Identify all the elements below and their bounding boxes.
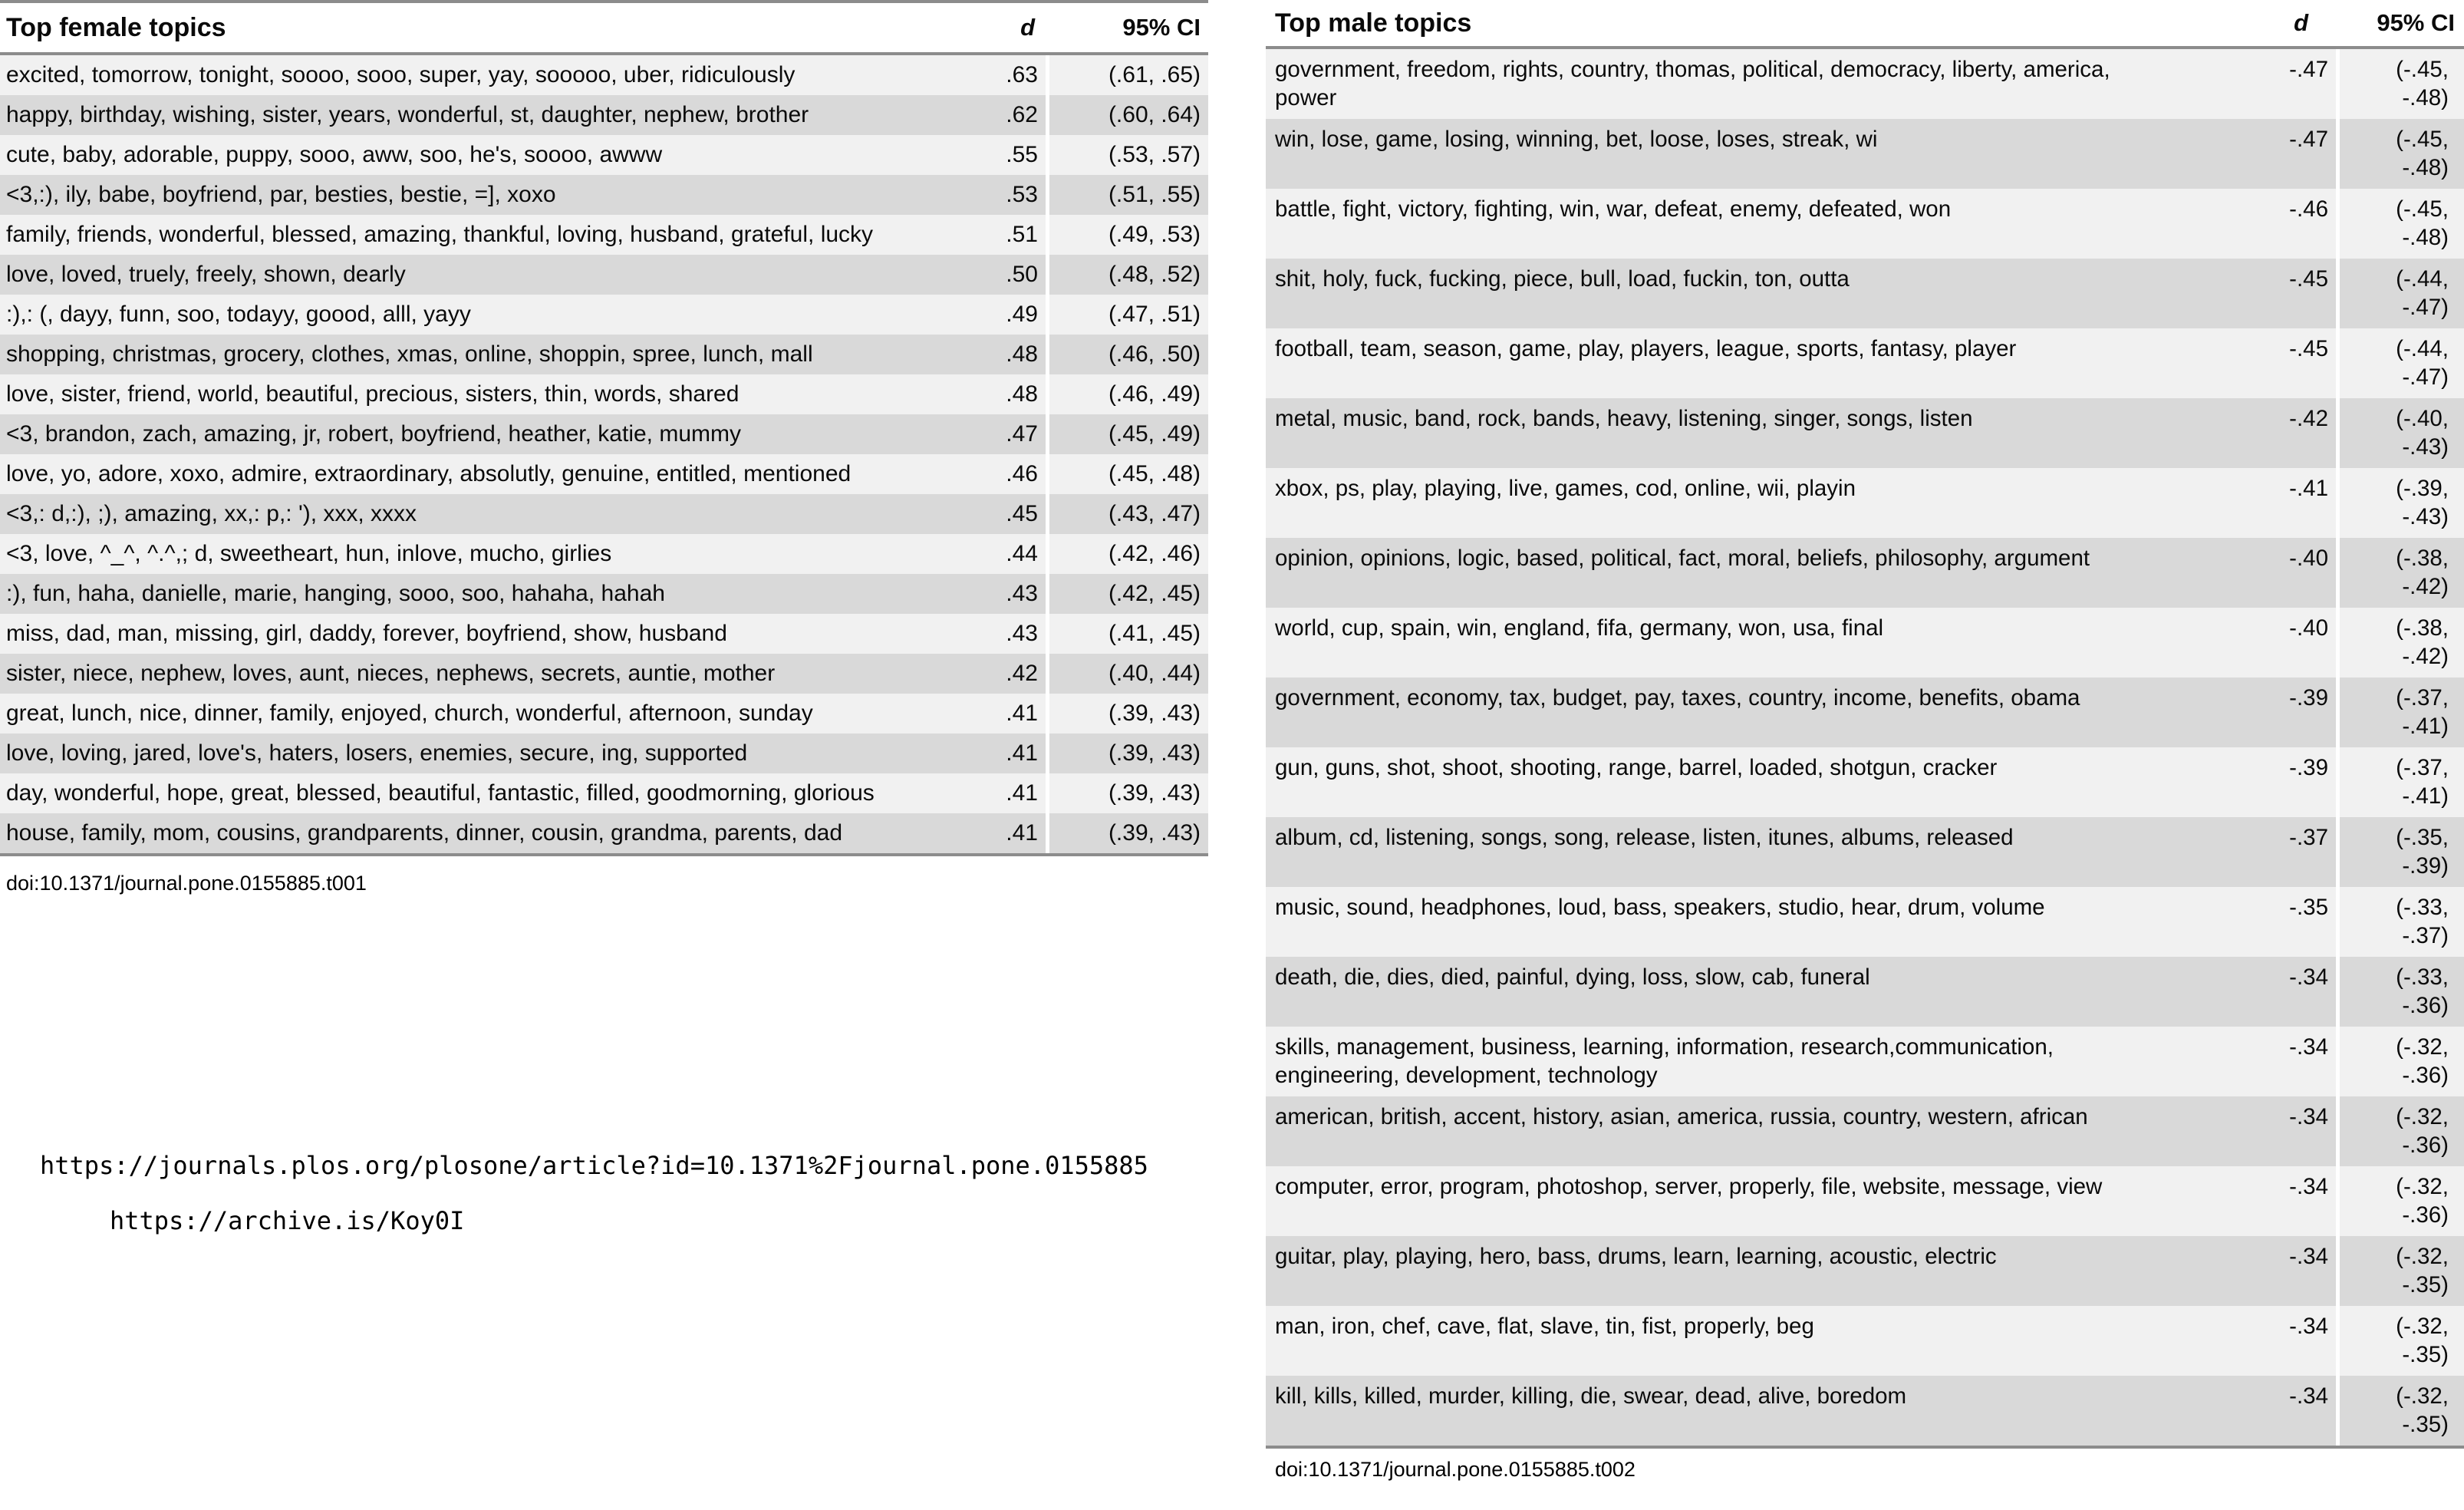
ci-line-2: -.35) <box>2402 1412 2449 1437</box>
ci-line-1: (-.32, <box>2396 1104 2449 1129</box>
ci-cell: (.53, .57) <box>1108 142 1201 167</box>
topics-cell: miss, dad, man, missing, girl, daddy, forever, boyfriend, show, husband <box>6 621 727 646</box>
topics-cell: excited, tomorrow, tonight, soooo, sooo, super, yay, sooooo, uber, ridiculously <box>6 62 796 87</box>
ci-line-2: -.36) <box>2402 1202 2449 1228</box>
male-d-column-header: d <box>2294 9 2308 36</box>
table-row <box>1266 259 2464 328</box>
archive-url: https://archive.is/Koy0I <box>110 1206 465 1235</box>
d-value-cell: .45 <box>1006 501 1038 526</box>
ci-line-1: (-.40, <box>2396 406 2449 431</box>
d-value-cell: -.34 <box>2289 964 2328 990</box>
table-row <box>0 295 1208 335</box>
table-row <box>0 175 1208 215</box>
table-row <box>1266 468 2464 538</box>
ci-cell: (.39, .43) <box>1108 820 1201 846</box>
d-value-cell: .41 <box>1006 701 1038 726</box>
ci-line-2: -.47) <box>2402 364 2449 390</box>
ci-cell <box>2340 189 2464 252</box>
table-row <box>1266 189 2464 259</box>
ci-line-1: (-.45, <box>2396 196 2449 222</box>
d-value-cell: .47 <box>1006 421 1038 447</box>
ci-line-1: (-.44, <box>2396 336 2449 361</box>
female-table-title: Top female topics <box>6 12 226 42</box>
ci-cell: (.39, .43) <box>1108 780 1201 806</box>
ci-cell: (.45, .49) <box>1108 421 1201 447</box>
ci-cell <box>2340 538 2464 601</box>
table-row <box>0 335 1208 374</box>
ci-cell <box>2340 119 2464 182</box>
d-value-cell: -.34 <box>2289 1244 2328 1269</box>
d-value-cell: -.34 <box>2289 1314 2328 1339</box>
d-value-cell: .49 <box>1006 302 1038 327</box>
ci-cell <box>2340 1236 2464 1299</box>
topics-cell: american, british, accent, history, asian, america, russia, country, western, african <box>1275 1104 2088 1129</box>
topics-cell: great, lunch, nice, dinner, family, enjoyed, church, wonderful, afternoon, sunday <box>6 701 813 726</box>
d-value-cell: .41 <box>1006 820 1038 846</box>
table-row <box>1266 328 2464 398</box>
ci-line-1: (-.45, <box>2396 127 2449 152</box>
topics-cell: sister, niece, nephew, loves, aunt, nieces, nephews, secrets, auntie, mother <box>6 661 776 686</box>
table-row <box>1266 1027 2464 1096</box>
table-row <box>0 614 1208 654</box>
ci-cell: (.39, .43) <box>1108 740 1201 766</box>
topics-cell: guitar, play, playing, hero, bass, drums, learn, learning, acoustic, electric <box>1275 1244 1997 1269</box>
table-row <box>1266 1236 2464 1306</box>
topics-cell: album, cd, listening, songs, song, release, listen, itunes, albums, released <box>1275 825 2014 850</box>
topics-cell: <3,:), ily, babe, boyfriend, par, besties, bestie, =], xoxo <box>6 182 556 207</box>
ci-cell: (.49, .53) <box>1108 222 1201 247</box>
d-value-cell: .42 <box>1006 661 1038 686</box>
table-row <box>1266 887 2464 957</box>
topics-cell: man, iron, chef, cave, flat, slave, tin, fist, properly, beg <box>1275 1314 1814 1339</box>
ci-line-2: -.35) <box>2402 1342 2449 1367</box>
female-table-doi-caption: doi:10.1371/journal.pone.0155885.t001 <box>6 872 367 895</box>
table-row <box>1266 538 2464 608</box>
ci-line-2: -.39) <box>2402 853 2449 879</box>
source-article-url: https://journals.plos.org/plosone/article?id=10.1371%2Fjournal.pone.0155885 <box>40 1151 1148 1180</box>
table-row <box>1266 608 2464 678</box>
topics-cell: football, team, season, game, play, players, league, sports, fantasy, player <box>1275 336 2017 361</box>
topics-cell: <3, love, ^_^, ^.^,; d, sweetheart, hun, inlove, mucho, girlies <box>6 541 612 566</box>
ci-cell <box>2340 1166 2464 1229</box>
d-value-cell: .43 <box>1006 581 1038 606</box>
table-row <box>1266 747 2464 817</box>
ci-line-1: (-.33, <box>2396 895 2449 920</box>
ci-line-2: -.43) <box>2402 504 2449 529</box>
table-row <box>0 694 1208 734</box>
d-value-cell: .48 <box>1006 381 1038 407</box>
table-row <box>0 55 1208 95</box>
d-value-cell: -.34 <box>2289 1383 2328 1409</box>
topics-cell: opinion, opinions, logic, based, political, fact, moral, beliefs, philosophy, argument <box>1275 546 2090 571</box>
female-table-body <box>0 55 1208 853</box>
ci-line-2: -.42) <box>2402 644 2449 669</box>
ci-cell: (.46, .49) <box>1108 381 1201 407</box>
table-row <box>1266 1376 2464 1446</box>
ci-cell <box>2340 398 2464 461</box>
ci-line-1: (-.32, <box>2396 1314 2449 1339</box>
ci-line-2: -.35) <box>2402 1272 2449 1297</box>
ci-cell: (.39, .43) <box>1108 701 1201 726</box>
table-row <box>0 813 1208 853</box>
topics-cell: love, loving, jared, love's, haters, losers, enemies, secure, ing, supported <box>6 740 748 766</box>
topics-cell: shopping, christmas, grocery, clothes, xmas, online, shoppin, spree, lunch, mall <box>6 341 813 367</box>
male-ci-column-header: 95% CI <box>2377 9 2455 36</box>
ci-cell: (.41, .45) <box>1108 621 1201 646</box>
d-value-cell: .50 <box>1006 262 1038 287</box>
table-row <box>0 215 1208 255</box>
ci-cell <box>2340 817 2464 880</box>
male-topics-table <box>1266 0 2464 1449</box>
table-row <box>0 574 1208 614</box>
ci-cell <box>2340 957 2464 1020</box>
ci-line-1: (-.37, <box>2396 685 2449 710</box>
d-value-cell: -.47 <box>2289 127 2328 152</box>
table-row <box>0 773 1208 813</box>
ci-cell: (.48, .52) <box>1108 262 1201 287</box>
topics-cell: cute, baby, adorable, puppy, sooo, aww, soo, he's, soooo, awww <box>6 142 663 167</box>
topics-cell: <3,: d,:), ;), amazing, xx,: p,: '), xxx, xxxx <box>6 501 417 526</box>
topics-cell: love, sister, friend, world, beautiful, precious, sisters, thin, words, shared <box>6 381 740 407</box>
ci-line-2: -.36) <box>2402 1063 2449 1088</box>
d-value-cell: -.34 <box>2289 1174 2328 1199</box>
ci-line-2: -.37) <box>2402 923 2449 948</box>
table-row <box>0 734 1208 773</box>
female-table-header <box>0 3 1208 52</box>
table-row <box>0 534 1208 574</box>
topics-cell: love, loved, truely, freely, shown, dearly <box>6 262 406 287</box>
table-row <box>0 494 1208 534</box>
female-topics-table <box>0 0 1208 856</box>
d-value-cell: -.35 <box>2289 895 2328 920</box>
male-table-doi-caption: doi:10.1371/journal.pone.0155885.t002 <box>1275 1458 1636 1481</box>
table-row <box>0 255 1208 295</box>
topics-cell: government, freedom, rights, country, thomas, political, democracy, liberty, america, power <box>1275 57 2110 110</box>
d-value-cell: -.41 <box>2289 476 2328 501</box>
ci-line-1: (-.45, <box>2396 57 2449 82</box>
table-row <box>0 374 1208 414</box>
topics-cell: computer, error, program, photoshop, server, properly, file, website, message, view <box>1275 1174 2103 1199</box>
ci-cell <box>2340 1027 2464 1090</box>
topics-cell: day, wonderful, hope, great, blessed, beautiful, fantastic, filled, goodmorning, glorious <box>6 780 875 806</box>
topics-cell: kill, kills, killed, murder, killing, die, swear, dead, alive, boredom <box>1275 1383 1907 1409</box>
topics-cell: :), fun, haha, danielle, marie, hanging, sooo, soo, hahaha, hahah <box>6 581 665 606</box>
table-row <box>0 454 1208 494</box>
ci-cell: (.47, .51) <box>1108 302 1201 327</box>
topics-cell: win, lose, game, losing, winning, bet, loose, loses, streak, wi <box>1275 127 1878 152</box>
ci-cell <box>2340 887 2464 950</box>
ci-cell: (.46, .50) <box>1108 341 1201 367</box>
d-value-cell: .48 <box>1006 341 1038 367</box>
male-table-title: Top male topics <box>1275 8 1472 38</box>
ci-cell: (.45, .48) <box>1108 461 1201 486</box>
ci-line-1: (-.35, <box>2396 825 2449 850</box>
d-value-cell: -.45 <box>2289 336 2328 361</box>
ci-line-2: -.43) <box>2402 434 2449 460</box>
topics-cell: house, family, mom, cousins, grandparents, dinner, cousin, grandma, parents, dad <box>6 820 843 846</box>
male-table-header <box>1266 0 2464 46</box>
table-row <box>1266 957 2464 1027</box>
ci-cell <box>2340 1306 2464 1369</box>
topics-cell: happy, birthday, wishing, sister, years, wonderful, st, daughter, nephew, brother <box>6 102 809 127</box>
topics-cell: family, friends, wonderful, blessed, amazing, thankful, loving, husband, grateful, lucky <box>6 222 874 247</box>
ci-line-2: -.47) <box>2402 295 2449 320</box>
ci-cell: (.40, .44) <box>1108 661 1201 686</box>
d-value-cell: -.34 <box>2289 1034 2328 1060</box>
ci-line-2: -.36) <box>2402 993 2449 1018</box>
topics-cell: metal, music, band, rock, bands, heavy, listening, singer, songs, listen <box>1275 406 1973 431</box>
male-table-body <box>1266 49 2464 1446</box>
d-value-cell: -.46 <box>2289 196 2328 222</box>
table-row <box>1266 1306 2464 1376</box>
d-value-cell: -.40 <box>2289 546 2328 571</box>
topics-cell: government, economy, tax, budget, pay, taxes, country, income, benefits, obama <box>1275 685 2080 710</box>
d-value-cell: .43 <box>1006 621 1038 646</box>
ci-cell <box>2340 49 2464 112</box>
table-row <box>0 654 1208 694</box>
topics-cell: <3, brandon, zach, amazing, jr, robert, boyfriend, heather, katie, mummy <box>6 421 741 447</box>
d-value-cell: -.34 <box>2289 1104 2328 1129</box>
topics-cell: xbox, ps, play, playing, live, games, cod, online, wii, playin <box>1275 476 1856 501</box>
ci-line-1: (-.44, <box>2396 266 2449 292</box>
d-value-cell: .41 <box>1006 780 1038 806</box>
ci-cell <box>2340 608 2464 671</box>
ci-line-1: (-.32, <box>2396 1034 2449 1060</box>
ci-line-2: -.41) <box>2402 783 2449 809</box>
d-value-cell: -.37 <box>2289 825 2328 850</box>
ci-cell: (.42, .45) <box>1108 581 1201 606</box>
d-value-cell: -.40 <box>2289 615 2328 641</box>
topics-cell: shit, holy, fuck, fucking, piece, bull, load, fuckin, ton, outta <box>1275 266 1850 292</box>
ci-cell <box>2340 1096 2464 1159</box>
table-row <box>1266 678 2464 747</box>
female-table-bottom-rule <box>0 853 1208 856</box>
ci-cell: (.60, .64) <box>1108 102 1201 127</box>
topics-cell: love, yo, adore, xoxo, admire, extraordinary, absolutly, genuine, entitled, mentioned <box>6 461 852 486</box>
topics-cell: music, sound, headphones, loud, bass, speakers, studio, hear, drum, volume <box>1275 895 2045 920</box>
ci-cell <box>2340 678 2464 740</box>
d-value-cell: .62 <box>1006 102 1038 127</box>
ci-line-1: (-.38, <box>2396 615 2449 641</box>
d-value-cell: .51 <box>1006 222 1038 247</box>
ci-line-2: -.48) <box>2402 155 2449 180</box>
d-value-cell: -.42 <box>2289 406 2328 431</box>
ci-line-1: (-.32, <box>2396 1244 2449 1269</box>
d-value-cell: -.47 <box>2289 57 2328 82</box>
d-value-cell: -.45 <box>2289 266 2328 292</box>
ci-cell <box>2340 328 2464 391</box>
ci-cell: (.51, .55) <box>1108 182 1201 207</box>
ci-line-1: (-.38, <box>2396 546 2449 571</box>
topics-cell: :),: (, dayy, funn, soo, todayy, goood, alll, yayy <box>6 302 471 327</box>
topics-cell: death, die, dies, died, painful, dying, loss, slow, cab, funeral <box>1275 964 1870 990</box>
topics-cell: battle, fight, victory, fighting, win, war, defeat, enemy, defeated, won <box>1275 196 1952 222</box>
ci-line-1: (-.32, <box>2396 1174 2449 1199</box>
female-d-column-header: d <box>1020 14 1035 41</box>
female-ci-column-header: 95% CI <box>1122 14 1201 41</box>
table-row <box>1266 119 2464 189</box>
table-row <box>1266 1166 2464 1236</box>
ci-line-2: -.36) <box>2402 1132 2449 1158</box>
d-value-cell: .46 <box>1006 461 1038 486</box>
ci-cell <box>2340 259 2464 321</box>
table-row <box>1266 49 2464 119</box>
ci-cell <box>2340 1376 2464 1439</box>
ci-line-1: (-.33, <box>2396 964 2449 990</box>
d-value-cell: .41 <box>1006 740 1038 766</box>
d-value-cell: .63 <box>1006 62 1038 87</box>
ci-line-2: -.41) <box>2402 714 2449 739</box>
ci-cell: (.61, .65) <box>1108 62 1201 87</box>
topics-cell: gun, guns, shot, shoot, shooting, range, barrel, loaded, shotgun, cracker <box>1275 755 1998 780</box>
d-value-cell: -.39 <box>2289 755 2328 780</box>
d-value-cell: .53 <box>1006 182 1038 207</box>
d-value-cell: .55 <box>1006 142 1038 167</box>
ci-cell: (.43, .47) <box>1108 501 1201 526</box>
ci-cell <box>2340 468 2464 531</box>
table-row <box>0 95 1208 135</box>
ci-line-2: -.48) <box>2402 225 2449 250</box>
table-row <box>1266 817 2464 887</box>
ci-cell <box>2340 747 2464 810</box>
table-row <box>1266 1096 2464 1166</box>
topics-cell: world, cup, spain, win, england, fifa, germany, won, usa, final <box>1275 615 1884 641</box>
ci-line-1: (-.32, <box>2396 1383 2449 1409</box>
ci-line-2: -.42) <box>2402 574 2449 599</box>
ci-cell: (.42, .46) <box>1108 541 1201 566</box>
ci-line-1: (-.39, <box>2396 476 2449 501</box>
male-table-bottom-rule <box>1266 1446 2464 1449</box>
table-row <box>1266 398 2464 468</box>
table-row <box>0 135 1208 175</box>
ci-line-2: -.48) <box>2402 85 2449 110</box>
ci-line-1: (-.37, <box>2396 755 2449 780</box>
d-value-cell: .44 <box>1006 541 1038 566</box>
d-value-cell: -.39 <box>2289 685 2328 710</box>
topics-cell: skills, management, business, learning, information, research,communication, engineering, development, technology <box>1275 1034 2054 1088</box>
table-row <box>0 414 1208 454</box>
